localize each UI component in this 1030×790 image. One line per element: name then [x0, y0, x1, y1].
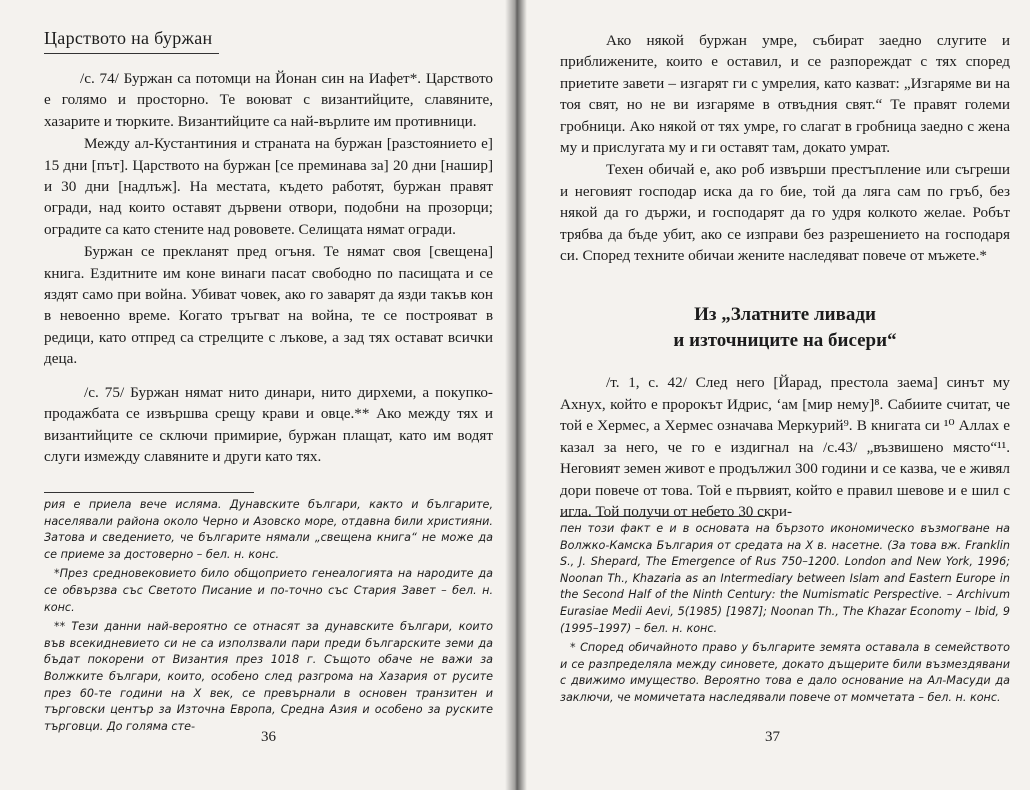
paragraph: Техен обичай е, ако роб извърши престъпление или съгреши и неговият господар иска да го бие, той да ляга сам по гръб, без някой да го държи, и господарят да го удря колкото желае. Робът трябва да бъде убит, ако се изправи без разрешението на господаря си. Според техните обичаи жените наследяват повече от мъжете.* [560, 161, 1010, 265]
footnote-rule [44, 492, 254, 493]
left-body-text [44, 68, 493, 467]
paragraph: Ако някой буржан умре, събират заедно слугите и приближените, които е оставил, и се разпореждат с тях според приетите завети – изгарят ги с умрелия, като казват: „Изгаряме ви на тоя свят, но не ви изгаряме в отвъдния свят.“ Те правят големи гробници. Ако някой от тях умре, го слагат в гробница заедно с жена му и прислугата му и ги оставят там, докато умрат. [560, 32, 1010, 157]
right-body-text [560, 30, 1010, 522]
page-number: 36 [261, 729, 276, 745]
footnote: рия е приела вече исляма. Дунавските българи, както и българите, населявали района около Черно и Азовско море, отдавна били християни. Затова и сведението, че българите нямали „свещена книга“ не може да се приеме за достоверно – бел. н. конс. [44, 498, 493, 561]
right-footnotes [560, 521, 1010, 707]
footnote: * Според обичайното право у българите земята оставала в семейството и се разпределяла между синовете, докато дъщерите били възмездявани с движимо имущество. Вероятно това е дало основание на Ал-Масуди да заключи, че момичетата наследявали повече от момчетата – бел. н. конс. [560, 641, 1010, 704]
paragraph: Буржан се прекланят пред огъня. Те нямат своя [свещена] книга. Ездитните им коне винаги пасат свободно по пасищата и се яздят само при война. Убиват човек, ако го заварят да язди такъв кон в невоенно време. Когато тръгват на война, те се построяват в редици, като отпред са стрелците с лъкове, а зад тях остават всички деца. [44, 243, 493, 368]
footnote: *През средновековието било общоприето генеалогията на народите да се обвързва със Светото Писание и по-точно със Стария Завет – бел. н. конс. [44, 567, 493, 614]
section-heading-line: Из „Златните ливади [694, 304, 876, 326]
section-heading-line: и източниците на бисери“ [673, 330, 897, 352]
footnote: ** Тези данни най-вероятно се отнасят за дунавските българи, които във всекидневието си не са използвали пари преди българските земи да бъдат покорени от Византия през 1018 г. Същото обаче не важи за Волжките българи, които, особено след разгрома на Хазария от русите през 60-те години на X век, се превърнали в основен транзитен и търговски център за Източна Европа, Средна Азия и особено за руските търговци. До голяма сте- [44, 620, 493, 733]
footnote: пен този факт е и в основата на бързото икономическо възмогване на Волжко-Камска България от средата на X в. насетне. (За това вж. Franklin S., J. Shepard, The Emergence of Rus 750–1200. London and New York, 1996; Noonan Th., Khazaria as an Intermediary between Islam and Eastern Europe in the Second Half of the Ninth Century: the Numismatic Perspective. – Archivum Eurasiae Medii Aevi, 5(1985) [1987]; Noonan Th., The Khazar Economy – Ibid, 9 (1995–1997) – бел. н. конс. [560, 522, 1010, 635]
section-heading [560, 302, 1010, 354]
running-head: Царството на буржан [44, 28, 219, 54]
page-number: 37 [765, 729, 780, 745]
paragraph: Между ал-Кустантиния и страната на буржан [разстоянието е] 15 дни [път]. Царството на буржан [се преминава за] 20 дни [нашир] и 30 дни [надлъж]. На местата, където работят, буржан правят огради, над които оставят дървени отвори, подобни на прозорци; оградите са като стените над рововете. Селищата нямат огради. [44, 135, 493, 238]
footnote-rule [560, 516, 765, 517]
left-footnotes [44, 497, 493, 735]
paragraph: /с. 74/ Буржан са потомци на Йонан син на Иафет*. Царството е голямо и просторно. Те воюват с византийците, славяните, хазарите и тюрките. Византийците са най-върлите им противници. [44, 70, 493, 130]
book-gutter-shadow [505, 0, 527, 790]
paragraph: /с. 75/ Буржан нямат нито динари, нито дирхеми, а покупко-продажбата се извършва срещу крави и овце.** Ако между тях и византийците се сключи примирие, буржан плащат, като им водят слуги измежду славяните и други като тях. [44, 383, 493, 465]
paragraph: /т. 1, с. 42/ След него [Йарад, престола заема] синът му Ахнух, който е пророкът Идрис, ‘ам [мир нему]⁸. Сабиите считат, че той е Хермес, а Хермес означава Меркурий⁹. В книгата си ¹⁰ Аллах е казал за него, че го е издигнал на /с.43/ „възвишено място“¹¹. Неговият земен живот е продължил 300 години и се казва, че е живял дори повече от това. Той е първият, който е правил шевове и е шил с игла. Той получи от небето 30 скри- [560, 374, 1010, 520]
right-page [515, 0, 1030, 790]
